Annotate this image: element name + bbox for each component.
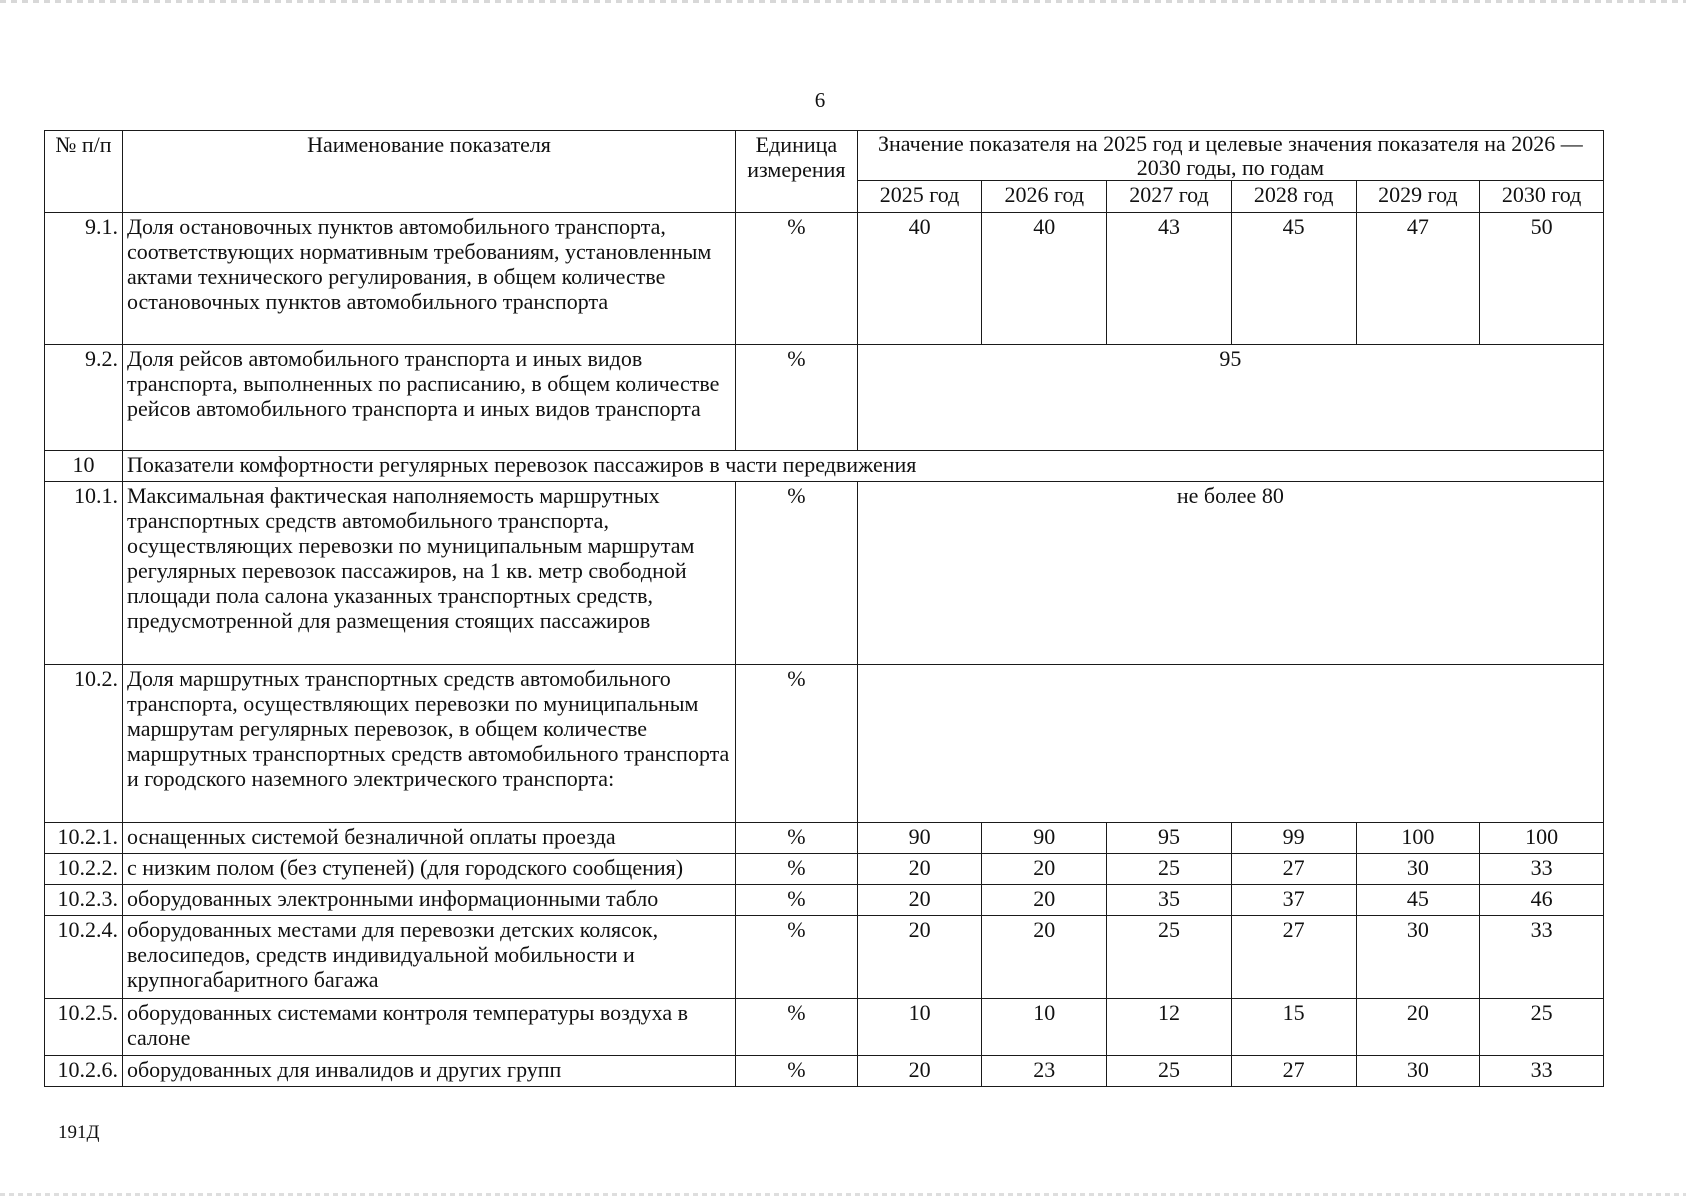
row-value: 27: [1231, 854, 1356, 885]
row-unit: %: [736, 999, 858, 1056]
row-value: 99: [1231, 823, 1356, 854]
row-number: 10.2.2.: [45, 854, 123, 885]
indicators-table: [44, 130, 1604, 1087]
row-value: 15: [1231, 999, 1356, 1056]
row-value: 35: [1107, 885, 1232, 916]
row-value: 30: [1356, 854, 1480, 885]
row-value: 45: [1231, 213, 1356, 345]
row-unit: %: [736, 345, 858, 451]
table-row: [45, 213, 1604, 345]
row-value: 10: [982, 999, 1107, 1056]
table-row: [45, 345, 1604, 451]
row-unit: %: [736, 1056, 858, 1087]
row-value: 43: [1107, 213, 1232, 345]
row-name: Доля рейсов автомобильного транспорта и иных видов транспорта, выполненных по расписанию, в общем количестве рейсов автомобильного транспорта и иных видов транспорта: [122, 345, 735, 451]
header-year: 2029 год: [1356, 181, 1480, 213]
row-name: оснащенных системой безналичной оплаты проезда: [122, 823, 735, 854]
row-value: 90: [857, 823, 982, 854]
row-value: 20: [1356, 999, 1480, 1056]
row-value: 33: [1480, 1056, 1604, 1087]
row-name: с низким полом (без ступеней) (для городского сообщения): [122, 854, 735, 885]
row-value: 90: [982, 823, 1107, 854]
row-value: 47: [1356, 213, 1480, 345]
row-value: 20: [857, 916, 982, 999]
row-value: 100: [1480, 823, 1604, 854]
row-number: 10.2.: [45, 665, 123, 823]
section-title: Показатели комфортности регулярных перевозок пассажиров в части передвижения: [122, 451, 1603, 482]
header-number: № п/п: [45, 131, 123, 213]
row-value: 27: [1231, 1056, 1356, 1087]
row-value: 40: [982, 213, 1107, 345]
header-year: 2028 год: [1231, 181, 1356, 213]
header-year: 2025 год: [857, 181, 982, 213]
page-number: 6: [814, 88, 826, 112]
row-value: 33: [1480, 854, 1604, 885]
row-value: 40: [857, 213, 982, 345]
row-value: 20: [857, 854, 982, 885]
table-row: [45, 665, 1604, 823]
row-unit: %: [736, 823, 858, 854]
table-row: [45, 482, 1604, 665]
row-value: 45: [1356, 885, 1480, 916]
row-value: 20: [857, 1056, 982, 1087]
row-unit: %: [736, 916, 858, 999]
row-unit: %: [736, 885, 858, 916]
row-value: 23: [982, 1056, 1107, 1087]
row-name: Доля остановочных пунктов автомобильного транспорта, соответствующих нормативным требованиям, установленным актами технического регулирования, в общем количестве остановочных пунктов автомобильного транспорта: [122, 213, 735, 345]
section-row: [45, 451, 1604, 482]
table-row: [45, 1056, 1604, 1087]
scan-edge-bottom: [0, 1193, 1686, 1196]
table-row: [45, 916, 1604, 999]
row-name: оборудованных системами контроля температуры воздуха в салоне: [122, 999, 735, 1056]
row-value: 20: [857, 885, 982, 916]
row-value: 12: [1107, 999, 1232, 1056]
table-row: [45, 885, 1604, 916]
row-unit: %: [736, 854, 858, 885]
row-number: 10.2.6.: [45, 1056, 123, 1087]
header-year: 2030 год: [1480, 181, 1604, 213]
table-row: [45, 823, 1604, 854]
row-unit: %: [736, 213, 858, 345]
row-name: оборудованных местами для перевозки детских колясок, велосипедов, средств индивидуальной мобильности и крупногабаритного багажа: [122, 916, 735, 999]
row-merged-value: 95: [857, 345, 1603, 451]
row-number: 9.2.: [45, 345, 123, 451]
document-code: 191Д: [58, 1122, 100, 1143]
row-value: 20: [982, 885, 1107, 916]
row-value: 20: [982, 916, 1107, 999]
row-merged-value: [857, 665, 1603, 823]
scan-edge-top: [0, 0, 1686, 3]
row-value: 27: [1231, 916, 1356, 999]
row-value: 50: [1480, 213, 1604, 345]
row-name: Доля маршрутных транспортных средств автомобильного транспорта, осуществляющих перевозки по муниципальным маршрутам регулярных перевозок, в общем количестве маршрутных транспортных средств автомобильного транспорта и городского наземного электрического транспорта:: [122, 665, 735, 823]
header-year: 2027 год: [1107, 181, 1232, 213]
header-values-span: Значение показателя на 2025 год и целевые значения показателя на 2026 — 2030 годы, по годам: [857, 131, 1603, 181]
row-number: 10.2.4.: [45, 916, 123, 999]
header-row: [45, 131, 1604, 181]
row-merged-value: не более 80: [857, 482, 1603, 665]
row-name: оборудованных электронными информационными табло: [122, 885, 735, 916]
table-row: [45, 999, 1604, 1056]
row-value: 10: [857, 999, 982, 1056]
row-value: 30: [1356, 916, 1480, 999]
row-value: 25: [1107, 916, 1232, 999]
row-value: 20: [982, 854, 1107, 885]
table-row: [45, 854, 1604, 885]
header-name: Наименование показателя: [122, 131, 735, 213]
row-name: оборудованных для инвалидов и других групп: [122, 1056, 735, 1087]
row-value: 100: [1356, 823, 1480, 854]
header-unit: Единица измерения: [736, 131, 858, 213]
row-number: 10.2.1.: [45, 823, 123, 854]
row-value: 37: [1231, 885, 1356, 916]
row-value: 33: [1480, 916, 1604, 999]
row-number: 10.2.5.: [45, 999, 123, 1056]
header-year: 2026 год: [982, 181, 1107, 213]
row-value: 95: [1107, 823, 1232, 854]
row-number: 10.1.: [45, 482, 123, 665]
row-number: 10.2.3.: [45, 885, 123, 916]
row-number: 9.1.: [45, 213, 123, 345]
row-value: 46: [1480, 885, 1604, 916]
row-value: 25: [1480, 999, 1604, 1056]
row-name: Максимальная фактическая наполняемость маршрутных транспортных средств автомобильного транспорта, осуществляющих перевозки по муниципальным маршрутам регулярных перевозок пассажиров, на 1 кв. метр свободной площади пола салона указанных транспортных средств, предусмотренной для размещения стоящих пассажиров: [122, 482, 735, 665]
row-unit: %: [736, 665, 858, 823]
row-value: 25: [1107, 1056, 1232, 1087]
row-unit: %: [736, 482, 858, 665]
row-number: 10: [45, 451, 123, 482]
row-value: 30: [1356, 1056, 1480, 1087]
row-value: 25: [1107, 854, 1232, 885]
